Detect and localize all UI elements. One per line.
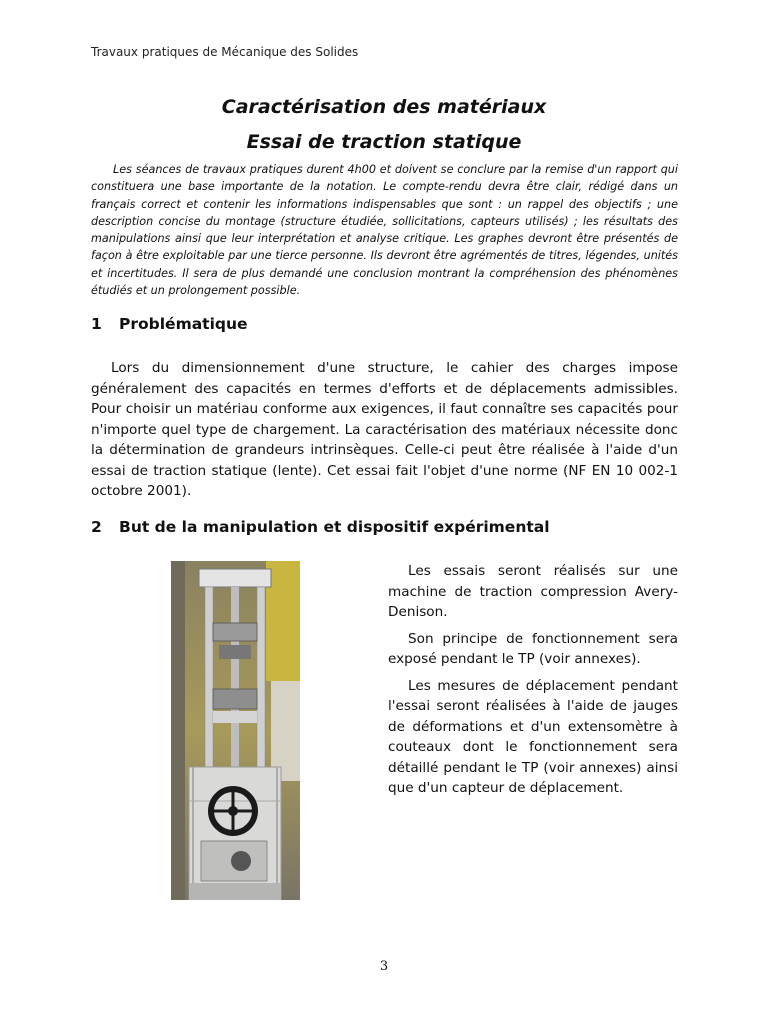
document-subtitle: Essai de traction statique [246, 131, 522, 153]
running-header: Travaux pratiques de Mécanique des Solides [91, 45, 359, 59]
section-1-paragraph: Lors du dimensionnement d'une structure, le cahier des charges impose généralement des capacités en termes d'efforts et de déplacements admissibles. Pour choisir un matériau conforme aux exigences, il faut connaître ses capacités pour n'importe quel type de chargement. La caractérisation des matériaux nécessite donc la détermination de grandeurs intrinsèques. Celle-ci peut être réalisée à l'aide d'un essai de traction statique (lente). Cet essai fait l'objet d'une norme (NF EN 10 002-1 octobre 2001). [91, 360, 678, 499]
section-2-paragraph: Les essais seront réalisés sur une machine de traction compression Avery-Denison. [388, 563, 678, 620]
document-title: Caractérisation des matériaux [221, 96, 547, 118]
section-heading-2 [91, 518, 550, 536]
section-number: 2 [91, 518, 102, 536]
intro-paragraph: Les séances de travaux pratiques durent 4h00 et doivent se conclure par la remise d'un rapport qui constituera une base importante de la notation. Le compte-rendu devra être clair, rédigé dans un français correct et contenir les informations indispensables que sont : un rappel des objectifs ; une description concise du montage (structure étudiée, sollicitations, capteurs utilisés) ; les résultats des manipulations ainsi que leur interprétation et analyse critique. Les graphes devront être présentés de façon à être exploitable par une tierce personne. Ils devront être agrémentés de titres, légendes, unités et incertitudes. Il sera de plus demandé une conclusion montrant la compréhension des phénomènes étudiés et un prolongement possible. [91, 163, 678, 298]
page-number: 3 [379, 959, 389, 974]
section-number: 1 [91, 315, 102, 333]
section-2-paragraph: Son principe de fonctionnement sera exposé pendant le TP (voir annexes). [388, 630, 678, 667]
section-2-paragraph: Les mesures de déplacement pendant l'essai seront réalisées à l'aide de jauges de déformations et d'un extensomètre à couteaux dont le fonctionnement sera détaillé pendant le TP (voir annexes) ainsi que d'un capteur de déplacement. [388, 677, 678, 796]
section-heading-1 [91, 315, 248, 333]
section-title: But de la manipulation et dispositif expérimental [119, 518, 550, 536]
traction-machine-photo [171, 561, 300, 900]
section-title: Problématique [119, 315, 248, 333]
section-2-text [388, 561, 678, 805]
